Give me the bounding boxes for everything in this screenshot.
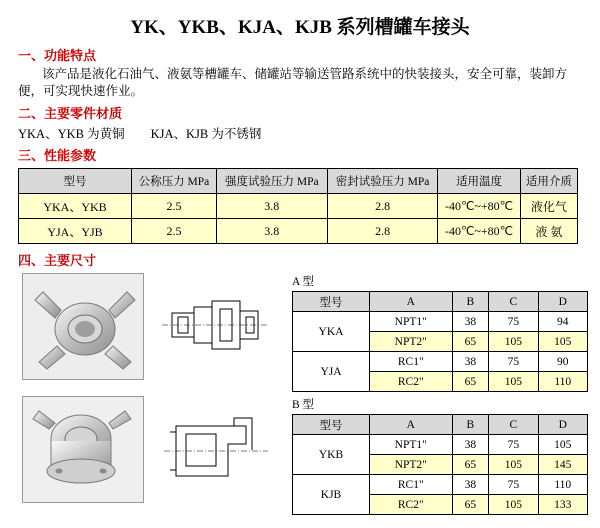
dim-a-model: YJA — [293, 352, 370, 392]
dim-a-col-A: A — [370, 292, 453, 312]
section-1-body: 该产品是液化石油气、液氨等槽罐车、储罐站等输送管路系统中的快装接头，安全可靠，装卸方便，可实现快速作业。 — [18, 67, 568, 98]
dim-b-cell: 105 — [489, 495, 538, 515]
spec-cell: YKA、YKB — [19, 194, 132, 219]
dim-b-cell: RC2" — [370, 495, 453, 515]
page-title: YK、YKB、KJA、KJB 系列槽罐车接头 — [130, 17, 470, 38]
dim-b-cell: NPT1" — [370, 435, 453, 455]
dim-a-cell: 105 — [489, 332, 538, 352]
dimension-table-a-wrap — [292, 273, 588, 392]
dim-a-cell: 65 — [452, 332, 489, 352]
dim-b-cell: 75 — [489, 475, 538, 495]
dim-a-cell: RC2" — [370, 372, 453, 392]
photo-coupling-a — [22, 273, 144, 380]
dim-a-cell: 90 — [538, 352, 587, 372]
drawing-coupling-a — [154, 273, 274, 378]
dim-a-cell: NPT2" — [370, 332, 453, 352]
dim-a-col-model: 型号 — [293, 292, 370, 312]
table-row — [19, 219, 578, 244]
table-row — [293, 352, 588, 372]
dim-a-header-row — [293, 292, 588, 312]
spec-cell: 2.8 — [327, 194, 438, 219]
spec-table — [18, 168, 578, 244]
dim-a-col-B: B — [452, 292, 489, 312]
photo-coupling-b — [22, 396, 144, 503]
dim-a-cell: 65 — [452, 372, 489, 392]
dim-b-cell: 65 — [452, 455, 489, 475]
dim-a-cell: 94 — [538, 312, 587, 332]
dim-b-cell: 145 — [538, 455, 587, 475]
dimension-table-b-wrap — [292, 396, 588, 515]
dim-a-cell: NPT1" — [370, 312, 453, 332]
dim-b-header-row — [293, 415, 588, 435]
dim-b-model: KJB — [293, 475, 370, 515]
dimension-table-b — [292, 414, 588, 515]
dim-b-model: YKB — [293, 435, 370, 475]
dimension-table-a — [292, 291, 588, 392]
dim-a-model: YKA — [293, 312, 370, 352]
dim-b-cell: 133 — [538, 495, 587, 515]
spec-cell: 2.8 — [327, 219, 438, 244]
dimension-section — [0, 273, 600, 515]
dim-b-cell: 65 — [452, 495, 489, 515]
dim-b-cell: NPT2" — [370, 455, 453, 475]
spec-cell: 3.8 — [216, 219, 327, 244]
spec-col-strength-pressure: 强度试验压力 MPa — [216, 169, 327, 194]
dimension-table-a-label: A 型 — [292, 276, 315, 288]
drawing-coupling-b — [154, 396, 274, 501]
dim-b-cell: RC1" — [370, 475, 453, 495]
spec-cell: -40℃~+80℃ — [438, 219, 520, 244]
spec-cell: YJA、YJB — [19, 219, 132, 244]
spec-col-model: 型号 — [19, 169, 132, 194]
section-3-heading: 三、性能参数 — [18, 148, 97, 163]
dim-a-cell: 105 — [538, 332, 587, 352]
spec-cell: 3.8 — [216, 194, 327, 219]
table-row — [293, 312, 588, 332]
spec-cell: 2.5 — [132, 219, 217, 244]
dim-b-cell: 110 — [538, 475, 587, 495]
spec-col-seal-pressure: 密封试验压力 MPa — [327, 169, 438, 194]
section-2-body — [18, 124, 600, 142]
dim-a-cell: RC1" — [370, 352, 453, 372]
material-steel: KJA、KJB 为不锈钢 — [150, 127, 262, 141]
dim-a-col-C: C — [489, 292, 538, 312]
table-row — [19, 194, 578, 219]
spec-col-medium: 适用介质 — [520, 169, 577, 194]
dim-a-cell: 110 — [538, 372, 587, 392]
dim-b-col-A: A — [370, 415, 453, 435]
table-row — [293, 435, 588, 455]
dim-a-cell: 38 — [452, 312, 489, 332]
spec-table-header-row — [19, 169, 578, 194]
spec-col-temperature: 适用温度 — [438, 169, 520, 194]
dim-b-cell: 105 — [489, 455, 538, 475]
spec-cell: -40℃~+80℃ — [438, 194, 520, 219]
dimension-table-b-label: B 型 — [292, 399, 315, 411]
dim-b-cell: 105 — [538, 435, 587, 455]
spec-cell: 液化气 — [520, 194, 577, 219]
spec-cell: 2.5 — [132, 194, 217, 219]
section-2-heading: 二、主要零件材质 — [18, 106, 123, 121]
dim-a-cell: 38 — [452, 352, 489, 372]
table-row — [293, 475, 588, 495]
section-4-heading: 四、主要尺寸 — [18, 253, 97, 268]
spec-col-nominal-pressure: 公称压力 MPa — [132, 169, 217, 194]
dim-b-cell: 38 — [452, 475, 489, 495]
dimension-row-b — [22, 396, 600, 515]
dimension-row-a — [22, 273, 600, 392]
spec-cell: 液 氨 — [520, 219, 577, 244]
dim-b-col-B: B — [452, 415, 489, 435]
material-brass: YKA、YKB 为黄铜 — [18, 127, 125, 141]
dim-b-col-D: D — [538, 415, 587, 435]
dim-b-cell: 75 — [489, 435, 538, 455]
dim-b-cell: 38 — [452, 435, 489, 455]
dim-a-cell: 75 — [489, 312, 538, 332]
document-page — [0, 12, 600, 528]
dim-b-col-C: C — [489, 415, 538, 435]
section-1-heading: 一、功能特点 — [18, 48, 97, 63]
dim-a-cell: 105 — [489, 372, 538, 392]
dim-b-col-model: 型号 — [293, 415, 370, 435]
dim-a-cell: 75 — [489, 352, 538, 372]
dim-a-col-D: D — [538, 292, 587, 312]
